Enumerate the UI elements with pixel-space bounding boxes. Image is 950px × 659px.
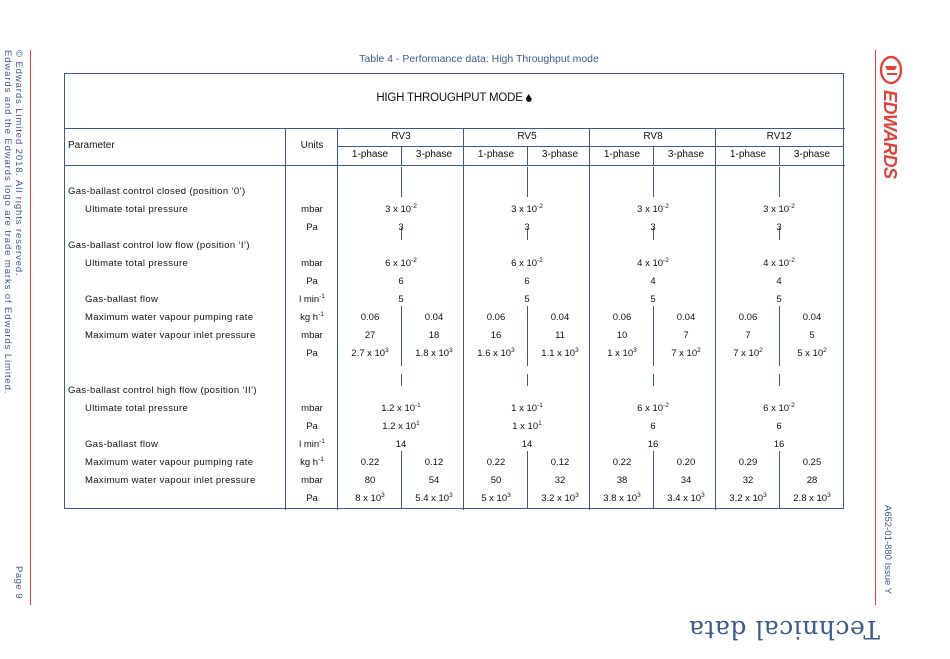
row-label-ultimate-pressure: Ultimate total pressure: [85, 403, 189, 414]
value-inlet-mbar: 50: [490, 475, 502, 486]
value-inlet-mbar: 7: [683, 330, 689, 341]
phase-header-rule: [338, 146, 844, 147]
value-gas-ballast-flow: 14: [521, 439, 533, 450]
header-units: Units: [300, 140, 324, 151]
value-inlet-mbar: 27: [364, 330, 376, 341]
value-inlet-pa: 3.2 x $10^3$: [729, 492, 767, 504]
value-inlet-pa: 1.8 x $10^3$: [415, 347, 453, 359]
header-model-rv5: RV5: [517, 131, 537, 142]
row-label-inlet-pressure: Maximum water vapour inlet pressure: [85, 475, 256, 486]
value-pumping-rate: 0.06: [486, 312, 506, 323]
unit-pa: Pa: [306, 222, 318, 233]
value-pumping-rate: 0.22: [360, 457, 380, 468]
value-inlet-pa: 2.7 x $10^3$: [351, 347, 389, 359]
value-ultimate-mbar: 6 x $10^{-2}$: [511, 257, 543, 269]
edwards-logo: [876, 50, 906, 210]
header-top-rule: [65, 128, 845, 129]
value-inlet-mbar: 28: [806, 475, 818, 486]
high-marker-0: [401, 374, 402, 386]
value-inlet-pa: 8 x $10^3$: [355, 492, 385, 504]
value-inlet-mbar: 18: [428, 330, 440, 341]
copyright-text: © Edwards Limited 2018. All rights reserved.: [13, 50, 24, 277]
value-inlet-pa: 7 x $10^2$: [733, 347, 763, 359]
table-title: [65, 92, 843, 104]
value-ultimate-pa: 6: [398, 276, 404, 287]
row-label-gas-ballast-flow: Gas-ballast flow: [85, 294, 159, 305]
value-inlet-mbar: 7: [745, 330, 751, 341]
unit-l-min: l $\min^{-1}$: [299, 293, 325, 305]
closed-marker-2: [653, 167, 654, 197]
value-gas-ballast-flow: 16: [647, 439, 659, 450]
value-pumping-rate: 0.04: [424, 312, 444, 323]
closed-marker-1: [527, 167, 528, 197]
value-pumping-rate: 0.04: [550, 312, 570, 323]
header-phase: 1-phase: [477, 149, 515, 160]
value-inlet-mbar: 38: [616, 475, 628, 486]
value-ultimate-mbar: 1.2 x $10^{-1}$: [381, 402, 421, 414]
value-inlet-mbar: 5: [809, 330, 815, 341]
value-gas-ballast-flow: 5: [776, 294, 782, 305]
copyright-block: [2, 50, 26, 395]
value-ultimate-mbar: 3 x $10^{-2}$: [385, 203, 417, 215]
header-phase: 3-phase: [667, 149, 705, 160]
value-ultimate-pa: 1.2 x $10^1$: [382, 420, 420, 432]
value-ultimate-pa: 4: [776, 276, 782, 287]
value-ultimate-mbar: 3 x $10^{-2}$: [637, 203, 669, 215]
value-ultimate-mbar: 4 x $10^{-2}$: [763, 257, 795, 269]
header-model-rv12: RV12: [766, 131, 792, 142]
value-pumping-rate: 0.22: [486, 457, 506, 468]
closed-marker-0: [401, 167, 402, 197]
section-closed: Gas-ballast control closed (position ‘0’): [68, 186, 246, 197]
value-ultimate-pa: 3: [776, 222, 782, 233]
unit-mbar: mbar: [301, 330, 323, 341]
value-ultimate-pa: 6: [650, 421, 656, 432]
row-label-pumping-rate: Maximum water vapour pumping rate: [85, 457, 254, 468]
value-ultimate-pa: 4: [650, 276, 656, 287]
value-gas-ballast-flow: 14: [395, 439, 407, 450]
left-red-rule: [30, 50, 31, 605]
value-inlet-pa: 3.2 x $10^3$: [541, 492, 579, 504]
unit-pa: Pa: [306, 348, 318, 359]
header-parameter: Parameter: [68, 140, 115, 151]
value-gas-ballast-flow: 5: [650, 294, 656, 305]
value-ultimate-pa: 6: [524, 276, 530, 287]
header-model-rv8: RV8: [643, 131, 663, 142]
value-pumping-rate: 0.12: [424, 457, 444, 468]
value-ultimate-mbar: 1 x $10^{-1}$: [511, 402, 543, 414]
value-pumping-rate: 0.25: [802, 457, 822, 468]
value-inlet-pa: 2.8 x $10^3$: [793, 492, 831, 504]
unit-l-min: l $\min^{-1}$: [299, 438, 325, 450]
row-label-gas-ballast-flow: Gas-ballast flow: [85, 439, 159, 450]
unit-mbar: mbar: [301, 204, 323, 215]
value-gas-ballast-flow: 5: [398, 294, 404, 305]
row-label-ultimate-pressure: Ultimate total pressure: [85, 204, 189, 215]
value-ultimate-pa: 3: [524, 222, 530, 233]
unit-kg-h: kg $h^{-1}$: [300, 456, 324, 468]
value-pumping-rate: 0.12: [550, 457, 570, 468]
edwards-logo-text: EDWARDS: [880, 90, 900, 179]
header-phase: 3-phase: [415, 149, 453, 160]
header-phase: 1-phase: [351, 149, 389, 160]
document-id: A652-01-880 Issue Y: [882, 505, 893, 595]
value-inlet-pa: 5.4 x $10^3$: [415, 492, 453, 504]
value-pumping-rate: 0.22: [612, 457, 632, 468]
header-phase: 3-phase: [793, 149, 831, 160]
closed-marker-3: [779, 167, 780, 197]
value-inlet-mbar: 34: [680, 475, 692, 486]
unit-mbar: mbar: [301, 475, 323, 486]
unit-pa: Pa: [306, 421, 318, 432]
value-inlet-pa: 7 x $10^2$: [671, 347, 701, 359]
high-marker-3: [779, 374, 780, 386]
row-label-pumping-rate: Maximum water vapour pumping rate: [85, 312, 254, 323]
value-pumping-rate: 0.06: [738, 312, 758, 323]
unit-pa: Pa: [306, 276, 318, 287]
value-ultimate-mbar: 6 x $10^{-2}$: [385, 257, 417, 269]
value-gas-ballast-flow: 16: [773, 439, 785, 450]
water-drop-icon: [526, 94, 532, 102]
value-ultimate-mbar: 6 x $10^{-2}$: [637, 402, 669, 414]
table-title-text: HIGH THROUGHPUT MODE: [376, 92, 523, 104]
value-inlet-mbar: 32: [554, 475, 566, 486]
value-inlet-mbar: 11: [555, 330, 565, 341]
value-ultimate-mbar: 6 x $10^{-2}$: [763, 402, 795, 414]
trademark-text: Edwards and the Edwards logo are trade marks of Edwards Limited.: [2, 50, 13, 395]
value-ultimate-pa: 6: [776, 421, 782, 432]
high-marker-1: [527, 374, 528, 386]
value-inlet-mbar: 54: [428, 475, 440, 486]
unit-pa: Pa: [306, 493, 318, 504]
value-pumping-rate: 0.04: [802, 312, 822, 323]
value-inlet-mbar: 16: [490, 330, 502, 341]
section-low-flow: Gas-ballast control low flow (position ‘I’): [68, 240, 250, 251]
unit-kg-h: kg $h^{-1}$: [300, 311, 324, 323]
value-inlet-mbar: 32: [742, 475, 754, 486]
section-title: Technical data: [688, 615, 880, 644]
value-inlet-pa: 1.6 x $10^3$: [477, 347, 515, 359]
value-inlet-pa: 1.1 x $10^3$: [541, 347, 579, 359]
value-pumping-rate: 0.29: [738, 457, 758, 468]
unit-mbar: mbar: [301, 403, 323, 414]
value-ultimate-mbar: 4 x $10^{-2}$: [637, 257, 669, 269]
row-label-ultimate-pressure: Ultimate total pressure: [85, 258, 189, 269]
row-label-inlet-pressure: Maximum water vapour inlet pressure: [85, 330, 256, 341]
unit-mbar: mbar: [301, 258, 323, 269]
header-model-rv3: RV3: [391, 131, 411, 142]
value-ultimate-pa: 3: [650, 222, 656, 233]
value-gas-ballast-flow: 5: [524, 294, 530, 305]
performance-table: [64, 73, 844, 509]
value-inlet-mbar: 10: [616, 330, 628, 341]
header-phase: 1-phase: [729, 149, 767, 160]
value-inlet-pa: 5 x $10^3$: [481, 492, 511, 504]
value-pumping-rate: 0.06: [360, 312, 380, 323]
value-ultimate-mbar: 3 x $10^{-2}$: [511, 203, 543, 215]
header-bottom-rule: [65, 165, 845, 166]
value-ultimate-pa: 3: [398, 222, 404, 233]
page-number: Page 9: [13, 566, 24, 600]
value-pumping-rate: 0.06: [612, 312, 632, 323]
value-inlet-pa: 3.8 x $10^3$: [603, 492, 641, 504]
value-inlet-pa: 5 x $10^2$: [797, 347, 827, 359]
value-ultimate-mbar: 3 x $10^{-2}$: [763, 203, 795, 215]
value-pumping-rate: 0.04: [676, 312, 696, 323]
high-marker-2: [653, 374, 654, 386]
value-inlet-pa: 1 x $10^3$: [607, 347, 637, 359]
header-phase: 3-phase: [541, 149, 579, 160]
table-caption: Table 4 - Performance data: High Throughput mode: [359, 53, 599, 65]
value-inlet-mbar: 80: [364, 475, 376, 486]
header-phase: 1-phase: [603, 149, 641, 160]
value-ultimate-pa: 1 x $10^1$: [512, 420, 542, 432]
value-pumping-rate: 0.20: [676, 457, 696, 468]
section-high-flow: Gas-ballast control high flow (position ‘II’): [68, 385, 257, 396]
value-inlet-pa: 3.4 x $10^3$: [667, 492, 705, 504]
